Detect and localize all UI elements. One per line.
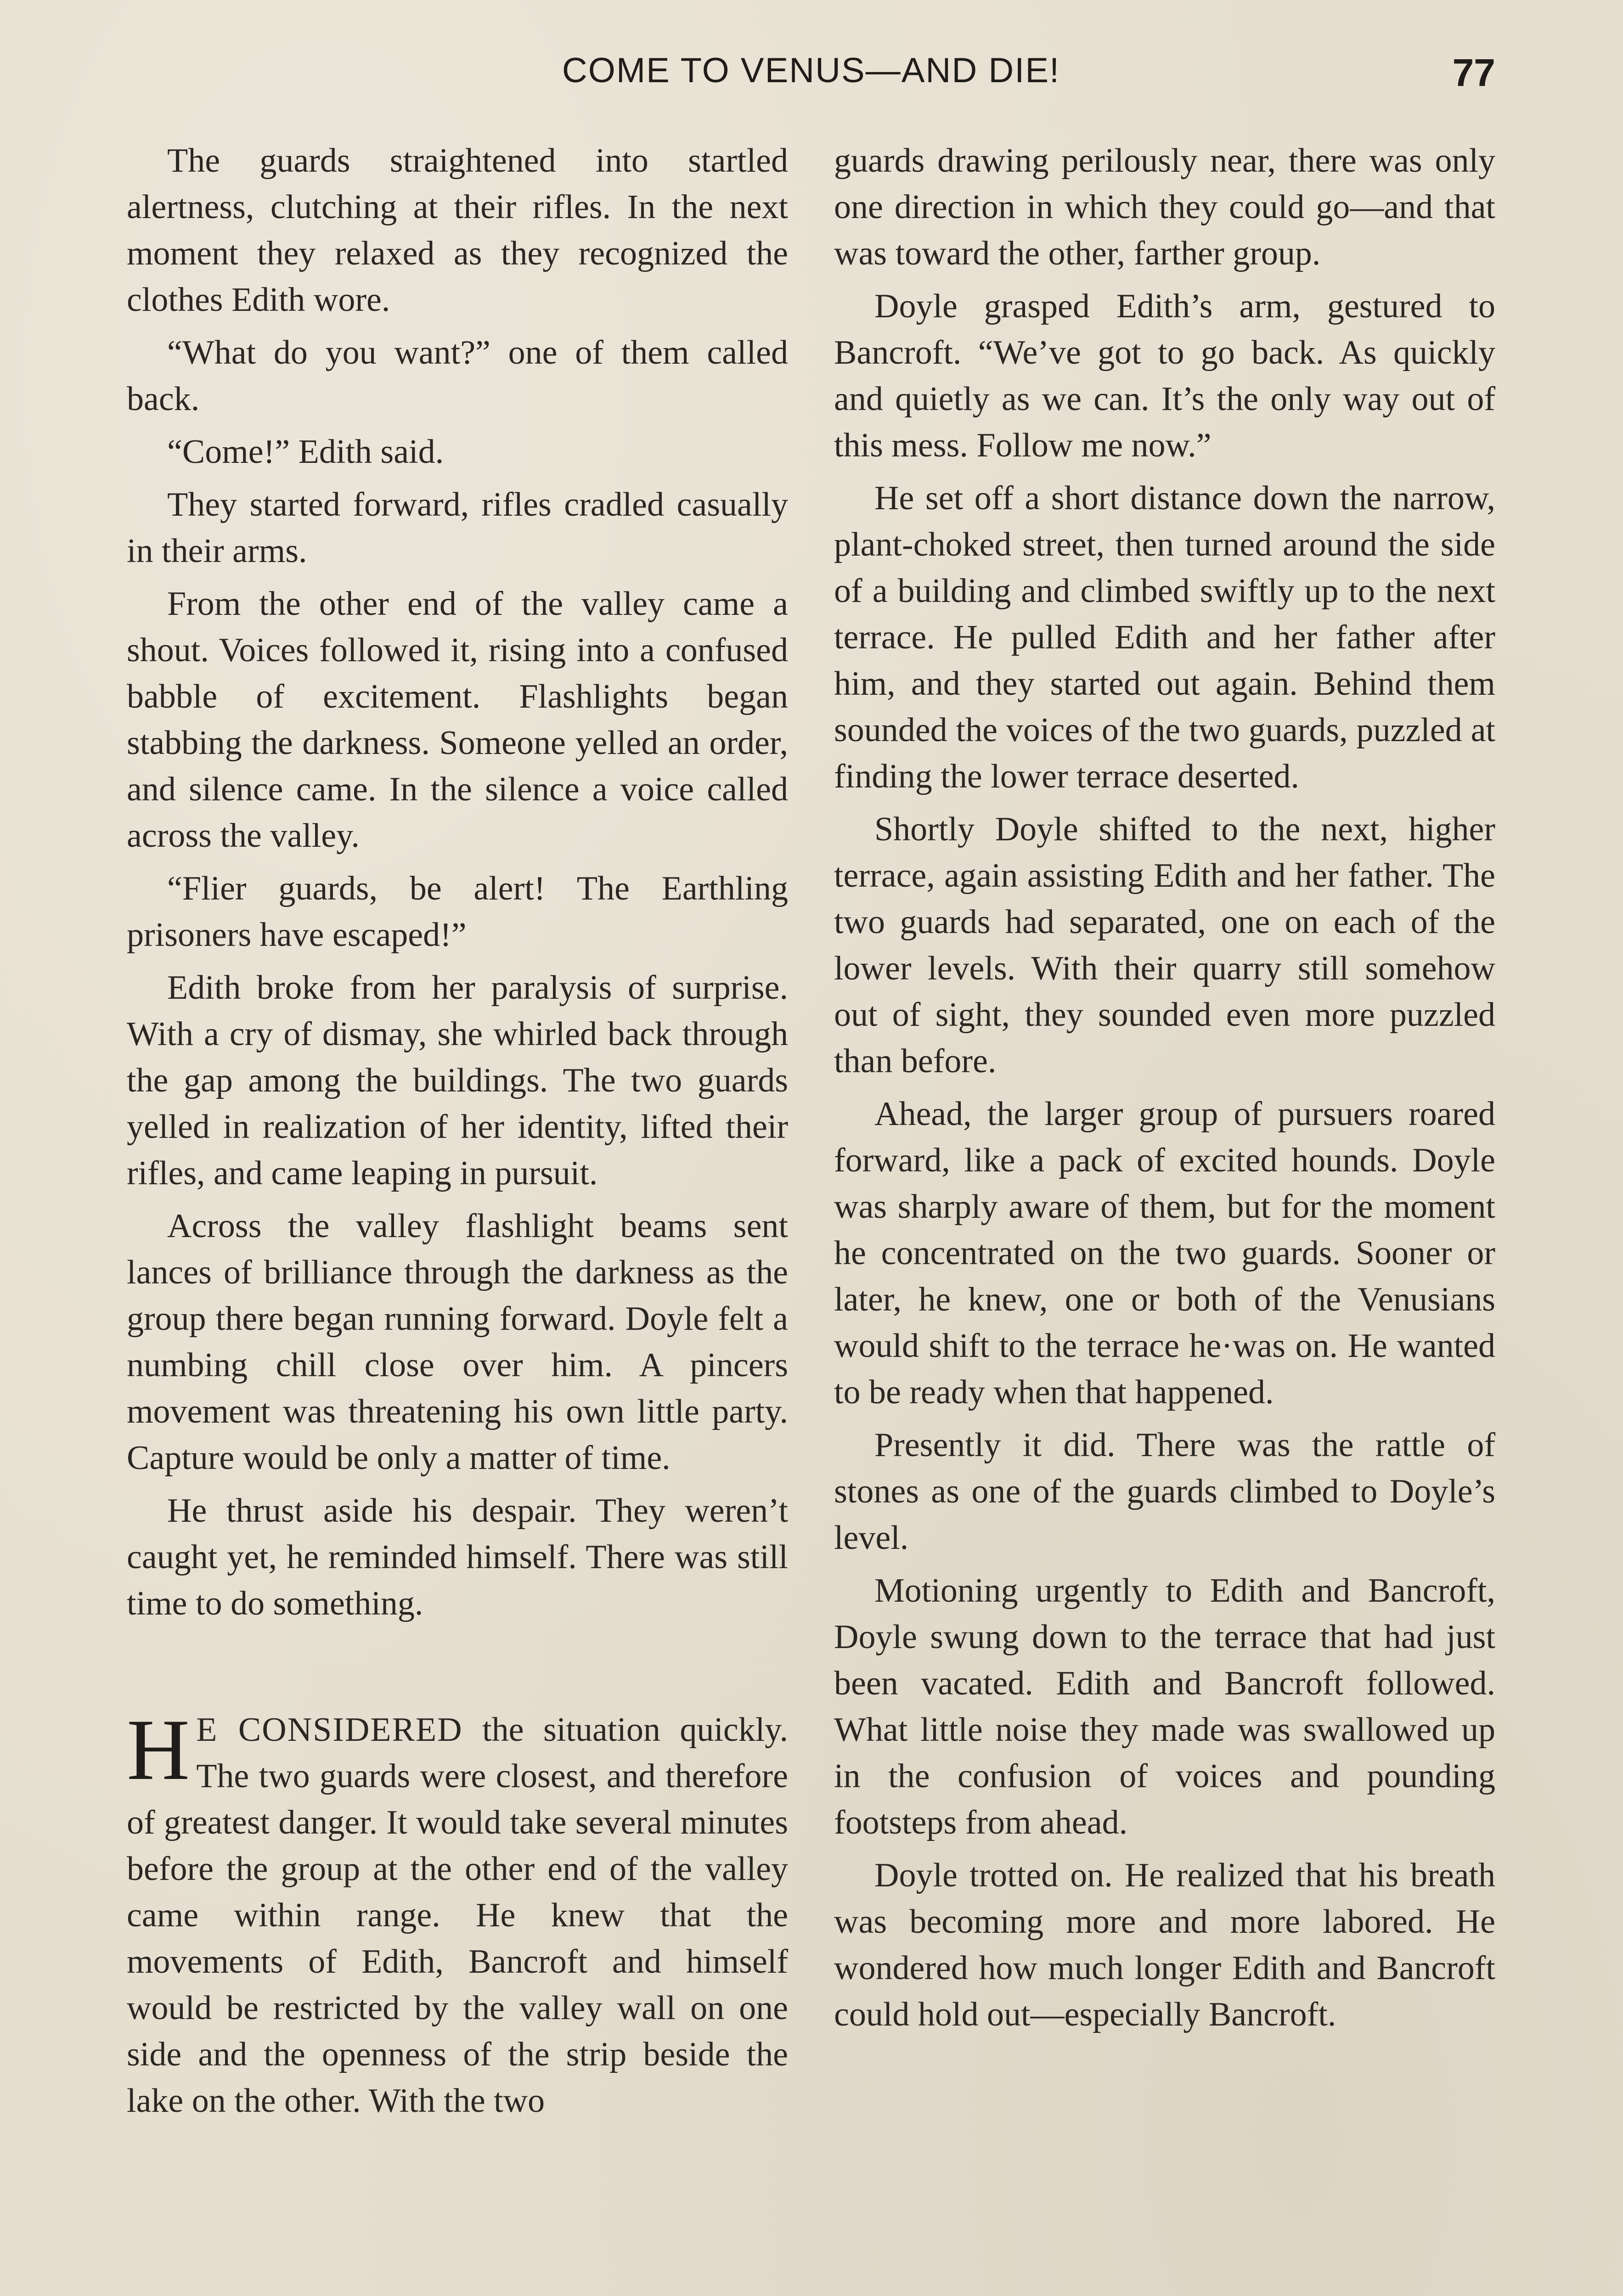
paragraph: “Come!” Edith said.: [167, 433, 444, 471]
paragraph: Edith broke from her paralysis of surprise. With a cry of dismay, she whirled back through the gap among the buildings. The two guards yelled in realization of her identity, lifted their rifles, and came leaping in pursuit.: [127, 969, 788, 1192]
paragraph: Motioning urgently to Edith and Bancroft, Doyle swung down to the terrace that had just been vacated. Edith and Bancroft followed. What little noise they made was swallowed up in the confusion of voices and pounding footsteps from ahead.: [834, 1572, 1495, 1841]
section-break: [127, 1633, 788, 1707]
paragraph: They started forward, rifles cradled casually in their arms.: [127, 486, 788, 570]
paragraph: Ahead, the larger group of pursuers roared forward, like a pack of excited hounds. Doyle was sharply aware of them, but for the moment he concentrated on the two guards. Sooner or later, he knew, one or both of the Venusians would shift to the terrace he·was on. He wanted to be ready when that happened.: [834, 1095, 1495, 1411]
section-text: the situation quickly. The two guards were closest, and therefore of greatest danger. It would take several minutes before the group at the other end of the valley came within range. He knew that the movements of Edith, Bancroft and himself would be restricted by the valley wall on one side and the openness of the strip beside the lake on the other. With the two: [127, 1711, 788, 2120]
left-column: [127, 138, 788, 2296]
right-column: [834, 138, 1495, 2296]
paragraph: He thrust aside his despair. They weren’t caught yet, he reminded himself. There was still time to do something.: [127, 1492, 788, 1622]
section-opening-paragraph: [127, 1702, 788, 2124]
paragraph: Across the valley flashlight beams sent lances of brilliance through the darkness as the group there began running forward. Doyle felt a numbing chill close over him. A pincers movement was threatening his own little party. Capture would be only a matter of time.: [127, 1207, 788, 1477]
paragraph: Shortly Doyle shifted to the next, higher terrace, again assisting Edith and her father. The two guards had separated, one on each of the lower levels. With their quarry still somehow out of sight, they sounded even more puzzled than before.: [834, 810, 1495, 1080]
drop-cap: H: [127, 1702, 190, 1798]
paragraph: The guards straightened into startled alertness, clutching at their rifles. In the next moment they relaxed as they recognized the clothes Edith wore.: [127, 142, 788, 319]
paragraph: “What do you want?” one of them called back.: [127, 334, 788, 418]
running-title: COME TO VENUS—AND DIE!: [562, 51, 1060, 90]
paragraph: Doyle grasped Edith’s arm, gestured to Bancroft. “We’ve got to go back. As quickly and quietly as we can. It’s the only way out of this mess. Follow me now.”: [834, 287, 1495, 464]
continued-paragraph: guards drawing perilously near, there was only one direction in which they could go—and that was toward the other, farther group.: [834, 142, 1495, 272]
text-columns: [127, 138, 1495, 2296]
lead-in-caps: E CONSIDERED: [196, 1711, 463, 1749]
running-header: [127, 51, 1495, 101]
paragraph: From the other end of the valley came a shout. Voices followed it, rising into a confused babble of excitement. Flashlights began stabbing the darkness. Someone yelled an order, and silence came. In the silence a voice called across the valley.: [127, 585, 788, 855]
paragraph: Doyle trotted on. He realized that his breath was becoming more and more labored. He wondered how much longer Edith and Bancroft could hold out—especially Bancroft.: [834, 1857, 1495, 2033]
page-number: 77: [1452, 51, 1495, 94]
paragraph: Presently it did. There was the rattle of stones as one of the guards climbed to Doyle’s level.: [834, 1426, 1495, 1557]
paragraph: He set off a short distance down the narrow, plant-choked street, then turned around the side of a building and climbed swiftly up to the next terrace. He pulled Edith and her father after him, and they started out again. Behind them sounded the voices of the two guards, puzzled at finding the lower terrace deserted.: [834, 479, 1495, 795]
paragraph: “Flier guards, be alert! The Earthling prisoners have escaped!”: [127, 870, 788, 954]
